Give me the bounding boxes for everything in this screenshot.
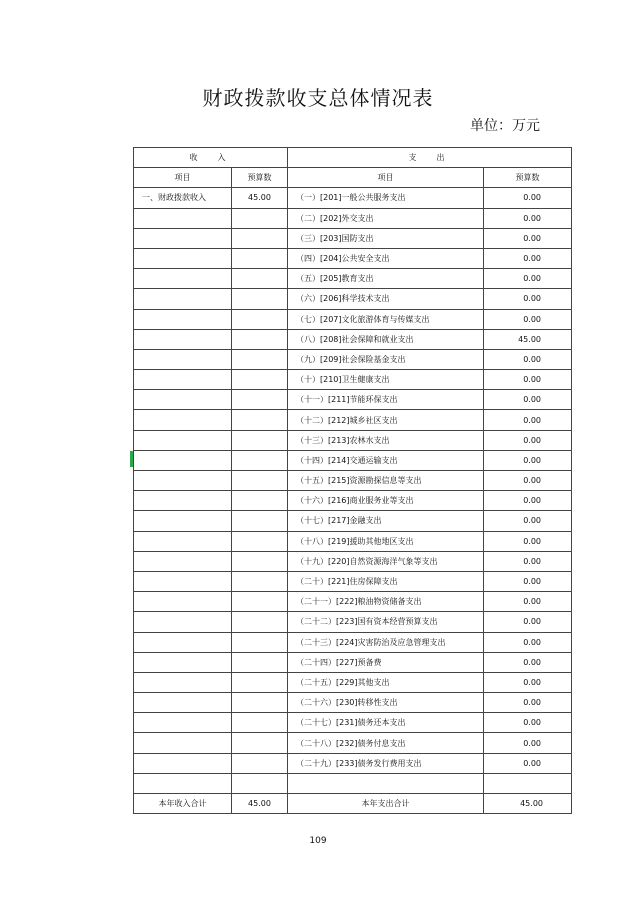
expense-amount-cell: 0.00: [484, 349, 572, 369]
table-row: [134, 471, 572, 491]
col-header-expense-budget: 预算数: [484, 168, 572, 188]
income-item-cell: [134, 450, 232, 470]
unit-label: 单位：万元: [470, 118, 540, 134]
expense-item-cell: （一）[201]一般公共服务支出: [288, 188, 484, 208]
expense-item-cell: （十五）[215]资源勘探信息等支出: [288, 471, 484, 491]
income-amount-cell: [232, 491, 288, 511]
expense-item-cell: （十九）[220]自然资源海洋气象等支出: [288, 551, 484, 571]
income-item-cell: [134, 511, 232, 531]
expense-amount-cell: 0.00: [484, 733, 572, 753]
expense-item-cell: （二十五）[229]其他支出: [288, 672, 484, 692]
table-row: [134, 652, 572, 672]
expense-item-cell: （二十二）[223]国有资本经营预算支出: [288, 612, 484, 632]
expense-amount-cell: 45.00: [484, 329, 572, 349]
expense-item-cell: （十）[210]卫生健康支出: [288, 370, 484, 390]
income-item-cell: [134, 491, 232, 511]
table-row: [134, 773, 572, 793]
income-amount-cell: [232, 672, 288, 692]
income-amount-cell: [232, 430, 288, 450]
income-item-cell: [134, 430, 232, 450]
table-row: [134, 632, 572, 652]
expense-amount-cell: 0.00: [484, 551, 572, 571]
income-amount-cell: [232, 329, 288, 349]
income-amount-cell: [232, 652, 288, 672]
income-item-cell: [134, 773, 232, 793]
expense-item-cell: （二十七）[231]债务还本支出: [288, 713, 484, 733]
expense-item-cell: （二）[202]外交支出: [288, 208, 484, 228]
total-expense-amount: 45.00: [484, 794, 572, 814]
expense-item-cell: （二十八）[232]债务付息支出: [288, 733, 484, 753]
income-amount-cell: [232, 632, 288, 652]
income-amount-cell: [232, 309, 288, 329]
income-item-cell: [134, 733, 232, 753]
table-row: [134, 309, 572, 329]
income-item-cell: [134, 713, 232, 733]
income-item-cell: [134, 248, 232, 268]
expense-item-cell: （十七）[217]金融支出: [288, 511, 484, 531]
expense-item-cell: （二十四）[227]预备费: [288, 652, 484, 672]
col-header-income-item: 项目: [134, 168, 232, 188]
income-amount-cell: [232, 370, 288, 390]
table-row: [134, 349, 572, 369]
income-item-cell: [134, 571, 232, 591]
income-item-cell: [134, 410, 232, 430]
expense-amount-cell: 0.00: [484, 693, 572, 713]
expense-item-cell: （七）[207]文化旅游体育与传媒支出: [288, 309, 484, 329]
income-item-cell: [134, 269, 232, 289]
table-row: [134, 248, 572, 268]
page-title: 财政拨款收支总体情况表: [202, 86, 434, 110]
expense-item-cell: （二十六）[230]转移性支出: [288, 693, 484, 713]
table-row: [134, 733, 572, 753]
expense-amount-cell: 0.00: [484, 672, 572, 692]
table-row: [134, 531, 572, 551]
table-row: [134, 390, 572, 410]
expense-amount-cell: [484, 773, 572, 793]
table-row: [134, 672, 572, 692]
income-amount-cell: [232, 208, 288, 228]
expense-item-cell: （十三）[213]农林水支出: [288, 430, 484, 450]
expense-amount-cell: 0.00: [484, 571, 572, 591]
table-row: [134, 713, 572, 733]
income-amount-cell: [232, 773, 288, 793]
expense-amount-cell: 0.00: [484, 390, 572, 410]
expense-amount-cell: 0.00: [484, 450, 572, 470]
expense-item-cell: （二十一）[222]粮油物资储备支出: [288, 592, 484, 612]
income-item-cell: [134, 632, 232, 652]
income-amount-cell: 45.00: [232, 188, 288, 208]
table-row: [134, 370, 572, 390]
income-item-cell: [134, 471, 232, 491]
col-header-expense-item: 项目: [288, 168, 484, 188]
expense-amount-cell: 0.00: [484, 269, 572, 289]
income-amount-cell: [232, 289, 288, 309]
income-item-cell: [134, 228, 232, 248]
income-amount-cell: [232, 693, 288, 713]
table-row: [134, 188, 572, 208]
income-amount-cell: [232, 733, 288, 753]
col-header-income-budget: 预算数: [232, 168, 288, 188]
table-row: [134, 208, 572, 228]
income-item-cell: [134, 753, 232, 773]
expense-item-cell: （十六）[216]商业服务业等支出: [288, 491, 484, 511]
income-amount-cell: [232, 450, 288, 470]
table-row: [134, 228, 572, 248]
income-item-cell: [134, 672, 232, 692]
expense-amount-cell: 0.00: [484, 612, 572, 632]
cell-cursor-marker: [130, 451, 133, 467]
table-row: [134, 571, 572, 591]
income-item-cell: [134, 329, 232, 349]
total-income-label: 本年收入合计: [134, 794, 232, 814]
expense-amount-cell: 0.00: [484, 511, 572, 531]
table-row: [134, 410, 572, 430]
expense-amount-cell: 0.00: [484, 491, 572, 511]
table-row: [134, 511, 572, 531]
expense-amount-cell: 0.00: [484, 471, 572, 491]
expense-item-cell: （二十九）[233]债务发行费用支出: [288, 753, 484, 773]
expense-amount-cell: 0.00: [484, 228, 572, 248]
income-amount-cell: [232, 410, 288, 430]
expense-item-cell: （八）[208]社会保障和就业支出: [288, 329, 484, 349]
expense-item-cell: （十四）[214]交通运输支出: [288, 450, 484, 470]
expense-amount-cell: 0.00: [484, 289, 572, 309]
expense-amount-cell: 0.00: [484, 188, 572, 208]
income-item-cell: [134, 349, 232, 369]
income-amount-cell: [232, 269, 288, 289]
expense-item-cell: （九）[209]社会保险基金支出: [288, 349, 484, 369]
table-row: [134, 329, 572, 349]
expense-item-cell: （四）[204]公共安全支出: [288, 248, 484, 268]
income-amount-cell: [232, 471, 288, 491]
expense-item-cell: （十八）[219]援助其他地区支出: [288, 531, 484, 551]
table-row: [134, 693, 572, 713]
expense-amount-cell: 0.00: [484, 531, 572, 551]
income-amount-cell: [232, 612, 288, 632]
expense-item-cell: （六）[206]科学技术支出: [288, 289, 484, 309]
expense-item-cell: （二十）[221]住房保障支出: [288, 571, 484, 591]
income-item-cell: [134, 693, 232, 713]
expense-item-cell: （十二）[212]城乡社区支出: [288, 410, 484, 430]
income-amount-cell: [232, 390, 288, 410]
income-item-cell: [134, 370, 232, 390]
table-row: [134, 753, 572, 773]
income-amount-cell: [232, 349, 288, 369]
income-item-cell: [134, 531, 232, 551]
table-row: [134, 592, 572, 612]
income-item-cell: [134, 289, 232, 309]
expense-amount-cell: 0.00: [484, 753, 572, 773]
expense-amount-cell: 0.00: [484, 248, 572, 268]
expense-amount-cell: 0.00: [484, 632, 572, 652]
income-amount-cell: [232, 592, 288, 612]
income-item-cell: [134, 612, 232, 632]
income-item-cell: [134, 592, 232, 612]
income-item-cell: [134, 208, 232, 228]
table-row: [134, 551, 572, 571]
income-item-cell: [134, 652, 232, 672]
income-amount-cell: [232, 753, 288, 773]
income-item-cell: [134, 390, 232, 410]
expense-item-cell: （十一）[211]节能环保支出: [288, 390, 484, 410]
table-row: [134, 430, 572, 450]
expense-amount-cell: 0.00: [484, 652, 572, 672]
expense-item-cell: （五）[205]教育支出: [288, 269, 484, 289]
income-amount-cell: [232, 511, 288, 531]
table-row: [134, 289, 572, 309]
expense-amount-cell: 0.00: [484, 592, 572, 612]
section-expense: 支 出: [288, 148, 572, 168]
total-row: [134, 794, 572, 814]
income-item-cell: 一、财政拨款收入: [134, 188, 232, 208]
table-row: [134, 450, 572, 470]
income-amount-cell: [232, 713, 288, 733]
table-row: [134, 612, 572, 632]
expense-item-cell: （三）[203]国防支出: [288, 228, 484, 248]
income-amount-cell: [232, 551, 288, 571]
section-header-row: [134, 148, 572, 168]
finance-table: [133, 147, 572, 814]
income-amount-cell: [232, 248, 288, 268]
expense-amount-cell: 0.00: [484, 309, 572, 329]
section-income: 收 入: [134, 148, 288, 168]
total-expense-label: 本年支出合计: [288, 794, 484, 814]
income-amount-cell: [232, 571, 288, 591]
expense-amount-cell: 0.00: [484, 208, 572, 228]
expense-amount-cell: 0.00: [484, 713, 572, 733]
income-item-cell: [134, 309, 232, 329]
column-header-row: [134, 168, 572, 188]
income-amount-cell: [232, 228, 288, 248]
expense-item-cell: [288, 773, 484, 793]
income-item-cell: [134, 551, 232, 571]
expense-amount-cell: 0.00: [484, 410, 572, 430]
expense-amount-cell: 0.00: [484, 370, 572, 390]
expense-item-cell: （二十三）[224]灾害防治及应急管理支出: [288, 632, 484, 652]
page-number: 109: [309, 836, 327, 846]
table-row: [134, 269, 572, 289]
expense-amount-cell: 0.00: [484, 430, 572, 450]
income-amount-cell: [232, 531, 288, 551]
total-income-amount: 45.00: [232, 794, 288, 814]
table-row: [134, 491, 572, 511]
